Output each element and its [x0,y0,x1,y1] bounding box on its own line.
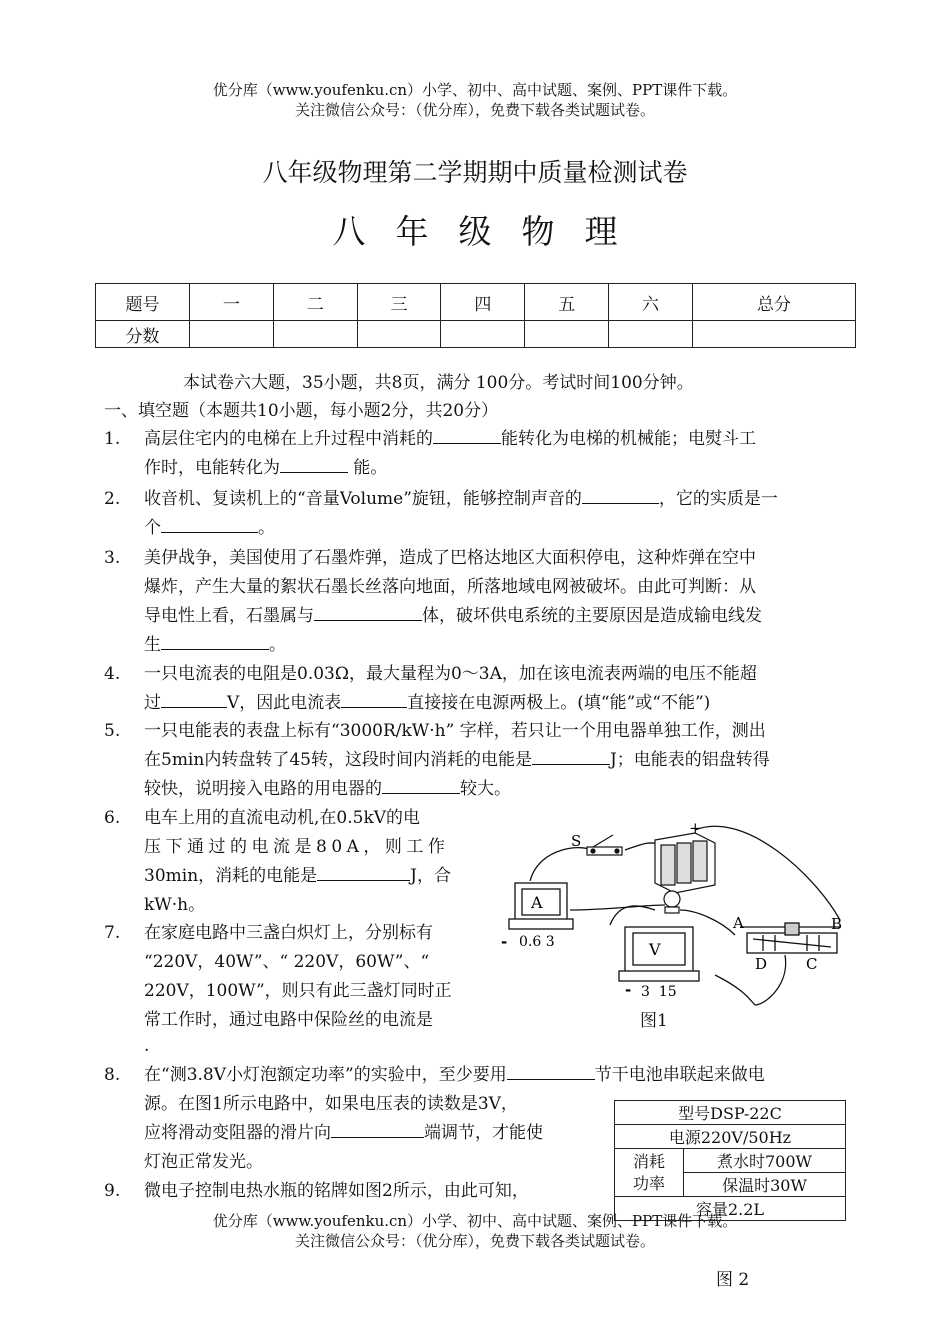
score-cell: 六 [609,284,693,321]
q2-blank-1[interactable] [582,485,659,504]
q8-line3 [144,1119,604,1148]
q6-line3 [144,862,489,891]
q8-line2: 源。在图1所示电路中，如果电压表的读数是3V， [144,1094,518,1114]
plate-consume-line2: 功率 [632,1173,665,1193]
plate-model: 型号DSP-22C [615,1101,846,1125]
q3-text-c: 导电性上看，石墨属与 [144,606,314,626]
q6-line1: 电车上用的直流电动机,在0.5kV的电 [144,808,421,828]
voltmeter-scale-label: 3 15 [641,984,677,1000]
q5-blank-2[interactable] [382,775,460,794]
q4-text-d: 直接接在电源两极上。(填“能”或“不能”) [407,693,711,713]
score-cell: 题号 [96,284,190,321]
q8-line1 [144,1061,854,1090]
score-cell: 三 [357,284,441,321]
q2-line1 [144,485,854,514]
score-input-cell[interactable] [357,321,441,348]
q3-blank-1[interactable] [314,602,422,621]
voltmeter-symbol: V [649,940,661,959]
footer-line-1: 优分库（www.youfenku.cn）小学、初中、高中试题、案例、PPT课件下载。 [212,1212,738,1230]
footer-line-2: 关注微信公众号：（优分库），免费下载各类试题试卷。 [294,1232,655,1250]
q2-text-c: 个 [144,518,161,538]
q3-text-e: 生 [144,635,161,655]
q5-line2 [144,746,854,775]
header-line-2: 关注微信公众号：（优分库），免费下载各类试题试卷。 [294,101,655,119]
q7-line4: 常工作时，通过电路中保险丝的电流是 [144,1010,433,1030]
score-cell: 四 [441,284,525,321]
plate-power-source: 电源220V/50Hz [615,1125,846,1149]
q1-line2 [144,454,854,483]
score-input-cell[interactable] [609,321,693,348]
q6-blank-1[interactable] [317,862,410,881]
score-input-cell[interactable] [273,321,357,348]
header-line-1: 优分库（www.youfenku.cn）小学、初中、高中试题、案例、PPT课件下载。 [212,81,738,99]
q8-blank-2[interactable] [331,1119,424,1138]
q9-number: 9. [104,1181,121,1201]
score-cell: 五 [525,284,609,321]
q5-number: 5. [104,721,121,741]
q3-line1: 美伊战争，美国使用了石墨炸弹，造成了巴格达地区大面积停电，这种炸弹在空中 [144,548,756,568]
rheostat-b-label: B [831,915,843,933]
q3-line2: 爆炸，产生大量的絮状石墨长丝落向地面，所落地域电网被破坏。由此可判断：从 [144,577,756,597]
plate-capacity: 容量2.2L [615,1197,846,1221]
score-input-cell[interactable] [441,321,525,348]
q3-blank-2[interactable] [161,631,269,650]
lamp [664,891,680,913]
q3-number: 3. [104,548,121,568]
q7-line1: 在家庭电路中三盏白炽灯上，分别标有 [144,923,433,943]
q8-text-e: 端调节，才能使 [424,1123,543,1143]
q5-text-c: J；电能表的铝盘转得 [609,750,770,770]
wire [530,848,590,881]
q7-line5: . [144,1036,150,1056]
q1-text-d: 能。 [348,458,388,478]
q1-text-b: 能转化为电梯的机械能；电熨斗工 [501,429,756,449]
q4-line2 [144,689,854,718]
switch-label: S [571,832,582,850]
q4-blank-1[interactable] [161,689,227,708]
q8-number: 8. [104,1065,121,1085]
wire [610,906,655,925]
q5-text-d: 较快，说明接入电路的用电器的 [144,779,382,799]
score-table [95,283,856,348]
figure-2-nameplate [614,1100,846,1221]
voltmeter-neg-label: - [625,981,632,999]
rheostat-a-label: A [733,914,744,932]
q2-text-d: 。 [258,518,275,538]
exam-title: 八年级物理第二学期期中质量检测试卷 [262,158,688,187]
q8-blank-1[interactable] [507,1061,595,1080]
score-cell: 二 [273,284,357,321]
q2-line2 [144,514,854,543]
score-cell: 总分 [692,284,855,321]
plate-consume-label [615,1149,684,1197]
q2-text-a: 收音机、复读机上的“音量Volume”旋钮，能够控制声音的 [144,489,582,509]
score-cell: 一 [190,284,274,321]
q1-number: 1. [104,429,121,449]
q3-line4 [144,631,854,660]
score-table-score-row [96,321,856,348]
q4-text-c: V，因此电流表 [227,693,342,713]
battery-pack [655,833,715,893]
ammeter-scale-label: 0.6 3 [519,934,555,950]
plate-consume-line1: 消耗 [632,1151,665,1171]
q9-line1: 微电子控制电热水瓶的铭牌如图2所示，由此可知， [144,1181,529,1201]
q4-text-b: 过 [144,693,161,713]
figure-1-caption: 图1 [640,1011,668,1031]
plate-boil-power: 煮水时700W [684,1149,846,1173]
q6-text-d: J，合 [410,866,451,886]
score-input-cell[interactable] [692,321,855,348]
exam-subtitle: 八年级物理 [332,212,648,251]
q8-line4: 灯泡正常发光。 [144,1152,263,1172]
wire [715,975,755,1005]
q3-text-f: 。 [269,635,286,655]
q5-line1: 一只电能表的表盘上标有“3000R/kW·h” 字样，若只让一个用电器单独工作，测出 [144,721,766,741]
q1-line1 [144,425,854,454]
plate-keep-power: 保温时30W [684,1173,846,1197]
figure-1-circuit [495,815,855,1035]
q8-text-a: 在“测3.8V小灯泡额定功率”的实验中，至少要用 [144,1065,507,1085]
q2-text-b: ，它的实质是一 [658,489,778,509]
battery-plus-label: + [689,819,702,837]
q4-line1: 一只电流表的电阻是0.03Ω，最大量程为0～3A，加在该电流表两端的电压不能超 [144,664,757,684]
exam-intro: 本试卷六大题，35小题，共8页，满分 100分。考试时间100分钟。 [183,373,694,393]
q3-text-d: 体，破坏供电系统的主要原因是造成输电线发 [422,606,762,626]
section-1-heading: 一、填空题（本题共10小题，每小题2分，共20分） [104,401,499,421]
q7-number: 7. [104,923,121,943]
q2-number: 2. [104,489,121,509]
q5-text-b: 在5min内转盘转了45转，这段时间内消耗的电能是 [144,750,532,770]
q4-blank-2[interactable] [341,689,407,708]
ammeter-symbol: A [531,893,543,912]
wire [695,826,840,920]
figure-2-caption: 图 2 [716,1270,750,1290]
q1-blank-2[interactable] [280,454,348,473]
q6-text-c: 30min，消耗的电能是 [144,866,318,886]
q5-line3 [144,775,854,804]
q1-text-a: 高层住宅内的电梯在上升过程中消耗的 [144,429,433,449]
score-input-cell[interactable] [190,321,274,348]
q8-text-d: 应将滑动变阻器的滑片向 [144,1123,331,1143]
rheostat-c-label: C [806,955,818,973]
score-input-cell[interactable] [525,321,609,348]
rheostat-d-label: D [755,955,768,973]
score-label-cell: 分数 [96,321,190,348]
rheostat [740,923,840,953]
q6-line2: 压下通过的电流是80A，则工作 [144,837,450,857]
score-table-header-row [96,284,856,321]
switch-s [587,835,622,855]
q4-number: 4. [104,664,121,684]
q7-line2: “220V，40W”、“ 220V，60W”、“ [144,952,430,972]
q1-text-c: 作时，电能转化为 [144,458,280,478]
q8-text-b: 节干电池串联起来做电 [594,1065,765,1085]
q3-line3 [144,602,854,631]
q6-number: 6. [104,808,121,828]
q1-blank-1[interactable] [433,425,501,444]
q7-line3: 220V，100W”，则只有此三盏灯同时正 [144,981,452,1001]
q5-text-e: 较大。 [460,779,511,799]
q6-line4: kW·h。 [144,895,206,915]
q5-blank-1[interactable] [532,746,610,765]
q2-blank-2[interactable] [161,514,258,533]
ammeter-neg-label: - [501,933,508,951]
